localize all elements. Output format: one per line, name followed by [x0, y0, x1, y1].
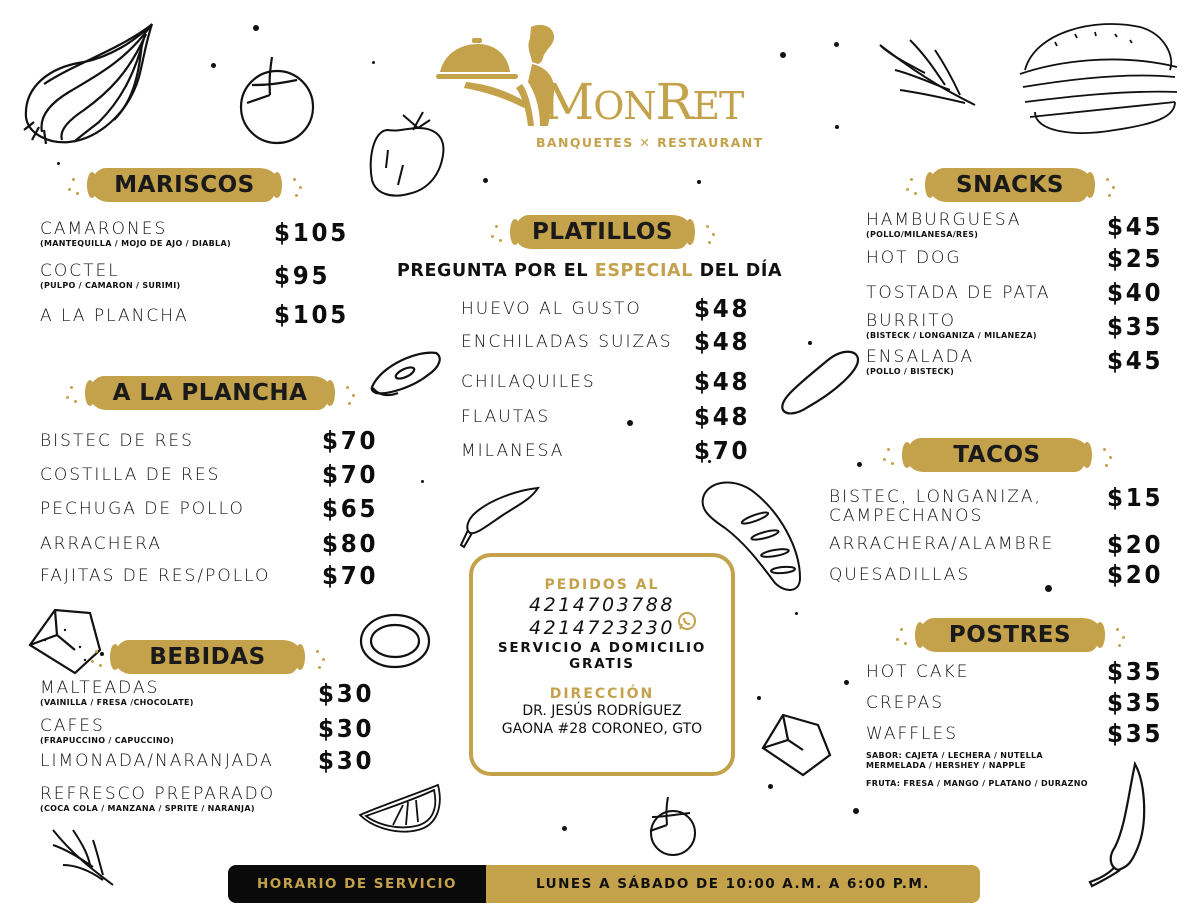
price: $35 [1107, 688, 1164, 717]
hours-label: HORARIO DE SERVICIO [228, 865, 486, 903]
price: $25 [1107, 244, 1164, 273]
ink-dot [211, 63, 216, 68]
ink-dot [808, 341, 812, 345]
price: $48 [694, 367, 751, 396]
delivery-text: SERVICIO A DOMICILIO [497, 640, 707, 656]
section-header-mariscos: MARISCOS [92, 168, 277, 202]
ink-dot [57, 162, 60, 165]
menu-item: WAFFLES [866, 724, 959, 744]
ink-dot [768, 784, 773, 789]
section-header-tacos: TACOS [907, 438, 1087, 472]
menu-item: PECHUGA DE POLLO [40, 499, 245, 519]
price: $95 [274, 261, 331, 290]
price: $35 [1107, 312, 1164, 341]
menu-item: BURRITO (BISTECK / LONGANIZA / MILANEZA) [866, 311, 1037, 340]
menu-item: A LA PLANCHA [40, 306, 189, 326]
ink-dot [757, 696, 761, 700]
waiter-logo-icon [436, 22, 556, 127]
address-line: GAONA #28 CORONEO, GTO [501, 721, 703, 737]
address-line: DR. JESÚS RODRÍGUEZ [522, 703, 682, 719]
price: $30 [318, 679, 375, 708]
cucumber-slice-icon [368, 345, 443, 400]
dessert-flavors: SABOR: CAJETA / LECHERA / NUTELLA MERMELADA / HERSHEY / NAPPLE FRUTA: FRESA / MANGO / PLATANO / DURAZNO [866, 751, 1088, 788]
menu-item: LIMONADA/NARANJADA [40, 751, 274, 771]
menu-item: ENCHILADAS SUIZAS [461, 332, 673, 352]
menu-item: CAMARONES (MANTEQUILLA / MOJO DE AJO / DIABLA) [40, 219, 231, 248]
price: $70 [322, 426, 379, 455]
price: $45 [1107, 346, 1164, 375]
menu-item: ENSALADA (POLLO / BISTECK) [866, 347, 975, 376]
menu-item: MALTEADAS (VAINILLA / FRESA /CHOCOLATE) [40, 678, 194, 707]
price: $70 [322, 561, 379, 590]
ink-dot [853, 808, 859, 814]
ink-dot [795, 612, 798, 615]
tomato-icon [232, 55, 316, 145]
menu-item: HAMBURGUESA (POLLO/MILANESA/RES) [866, 210, 1022, 239]
menu-item: REFRESCO PREPARADO (COCA COLA / MANZANA / SPRITE / NARANJA) [40, 784, 276, 813]
ink-dot [835, 125, 839, 129]
cheese-cube-icon [758, 710, 836, 778]
chili-icon [458, 485, 543, 550]
tomato-icon [640, 795, 700, 857]
price: $30 [318, 746, 375, 775]
price: $80 [322, 529, 379, 558]
price: $40 [1107, 278, 1164, 307]
price: $15 [1107, 483, 1164, 512]
section-header-platillos: PLATILLOS [515, 215, 690, 249]
menu-item: QUESADILLAS [829, 565, 971, 585]
service-hours-bar [228, 865, 980, 903]
fork-knife-icon: ✕ [639, 135, 652, 150]
onion-ring-icon [358, 610, 433, 672]
price: $45 [1107, 212, 1164, 241]
phone-number[interactable]: 4214703788 [529, 594, 675, 616]
price: $20 [1107, 560, 1164, 589]
section-header-bebidas: BEBIDAS [115, 640, 300, 674]
brand-tagline: BANQUETES ✕ RESTAURANT [536, 135, 764, 150]
ink-dot [780, 52, 786, 58]
ink-dot [253, 25, 259, 31]
price: $105 [274, 218, 350, 247]
section-header-postres: POSTRES [920, 618, 1100, 652]
menu-item: FAJITAS DE RES/POLLO [40, 566, 271, 586]
price: $48 [694, 294, 751, 323]
address-label: DIRECCIÓN [549, 686, 655, 702]
price: $48 [694, 327, 751, 356]
ink-dot [562, 826, 567, 831]
price: $70 [694, 436, 751, 465]
menu-item: CREPAS [866, 693, 945, 713]
price: $70 [322, 460, 379, 489]
menu-item: TOSTADA DE PATA [866, 283, 1051, 303]
section-header-plancha: A LA PLANCHA [90, 376, 330, 410]
price: $35 [1107, 657, 1164, 686]
cucumber-slice-icon [778, 345, 863, 420]
burger-icon [1015, 12, 1180, 137]
orders-label: PEDIDOS AL [544, 577, 660, 593]
phone-number[interactable]: 4214723230 [473, 617, 731, 640]
onion-icon [14, 22, 154, 147]
chili-icon [1090, 762, 1150, 890]
menu-item: ARRACHERA [40, 534, 163, 554]
ink-dot [697, 180, 701, 184]
contact-box [469, 553, 735, 776]
ink-dot [627, 420, 633, 426]
hours-value: LUNES A SÁBADO DE 10:00 A.M. A 6:00 P.M. [486, 865, 980, 903]
rosemary-icon [875, 35, 980, 110]
price: $35 [1107, 719, 1164, 748]
ink-dot [1045, 585, 1052, 592]
ink-dot [483, 178, 488, 183]
delivery-text: GRATIS [569, 656, 635, 672]
menu-item: HOT DOG [866, 248, 962, 268]
menu-item: CHILAQUILES [461, 372, 596, 392]
ink-dot [834, 42, 839, 47]
menu-item: COSTILLA DE RES [40, 465, 221, 485]
menu-item: ARRACHERA/ALAMBRE [829, 534, 1055, 554]
ink-dot [857, 462, 862, 467]
section-header-snacks: SNACKS [930, 168, 1090, 202]
menu-item: HUEVO AL GUSTO [461, 299, 642, 319]
ink-dot [372, 61, 375, 64]
ink-dot [421, 480, 424, 483]
menu-item: COCTEL (PULPO / CAMARON / SURIMI) [40, 261, 181, 290]
menu-item: MILANESA [461, 441, 565, 461]
menu-item: CAFES (FRAPUCCINO / CAPUCCINO) [40, 716, 175, 745]
price: $105 [274, 300, 350, 329]
brand-name: MONRET [543, 73, 744, 131]
menu-item: HOT CAKE [866, 662, 970, 682]
price: $65 [322, 494, 379, 523]
price: $48 [694, 402, 751, 431]
menu-item: FLAUTAS [461, 407, 551, 427]
rosemary-icon [48, 825, 118, 890]
ink-dot [844, 680, 849, 685]
special-of-day-banner: PREGUNTA POR EL ESPECIAL DEL DÍA [397, 261, 783, 281]
price: $20 [1107, 530, 1164, 559]
whatsapp-icon [677, 611, 697, 631]
menu-item: BISTEC, LONGANIZA, CAMPECHANOS [829, 487, 1042, 526]
lime-slice-icon [358, 780, 443, 835]
menu-item: BISTEC DE RES [40, 431, 194, 451]
price: $30 [318, 714, 375, 743]
